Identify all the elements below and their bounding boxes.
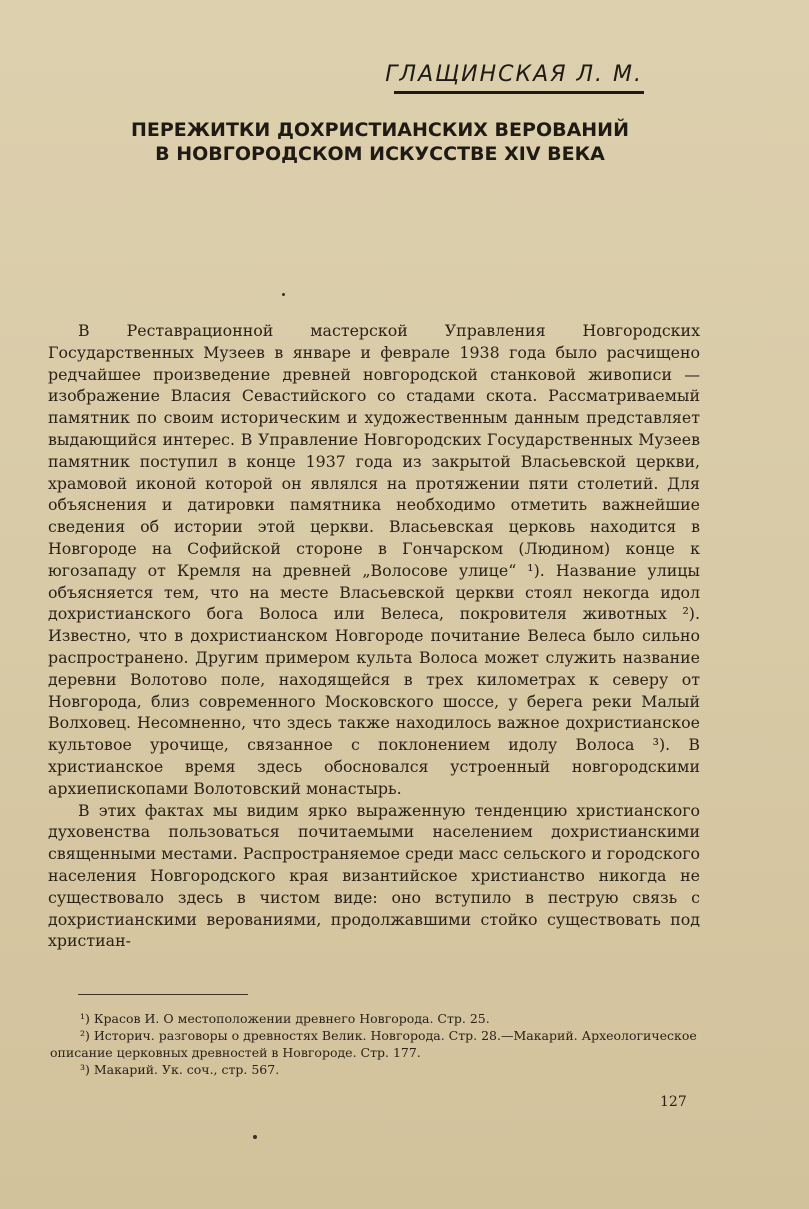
article-body [48, 320, 700, 952]
print-speck [253, 1135, 257, 1139]
body-paragraph-2: В этих фактах мы видим ярко выраженную тенденцию христианского духовенства пользоваться почитаемыми населением дохристианскими священными местами. Распространяемое среди масс сельского и городского населения Новгородского края византийское христианство никогда не существовало здесь в чистом виде: оно вступило в пеструю связь с дохристианскими верованиями, продолжавшими стойко существовать под христиан- [48, 800, 700, 951]
article-title [100, 118, 660, 166]
footnote-divider [78, 994, 248, 995]
footnote-2: ²) Историч. разговоры о древностях Велик. Новгорода. Стр. 28.—Макарий. Археологическое описание церковных древностей в Новгороде. Стр. 177. [50, 1028, 697, 1060]
author-heading: ГЛАЩИНСКАЯ Л. М. [385, 62, 643, 87]
body-paragraph-1: В Реставрационной мастерской Управления Новгородских Государственных Музеев в январе и феврале 1938 года было расчищено редчайшее произведение древней новгородской станковой живописи — изображение Власия Севастийского со стадами скота. Рассматриваемый памятник по своим историческим и художественным данным представляет выдающийся интерес. В Управление Новгородских Государственных Музеев памятник поступил в конце 1937 года из закрытой Власьевской церкви, храмовой иконой которой он являлся на протяжении пяти столетий. Для объяснения и датировки памятника необходимо отметить важнейшие сведения об истории этой церкви. Власьевская церковь находится в Новгороде на Софийской стороне в Гончарском (Людином) конце к югозападу от Кремля на древней „Волосове улице“ ¹). Название улицы объясняется тем, что на месте Власьевской церкви стоял некогда идол дохристианского бога Волоса или Велеса, покровителя животных ²). Известно, что в дохристианском Новгороде почитание Велеса было сильно распространено. Другим примером культа Волоса может служить название деревни Волотово поле, находящейся в трех километрах к северу от Новгорода, близ современного Московского шоссе, у берега реки Малый Волховец. Несомненно, что здесь также находилось важное дохристианское культовое урочище, связанное с поклонением идолу Волоса ³). В христианское время здесь обосновался устроенный новгородскими архиепископами Волотовский монастырь. [48, 321, 700, 798]
print-speck [282, 293, 285, 296]
footnote-1: ¹) Красов И. О местоположении древнего Новгорода. Стр. 25. [80, 1011, 490, 1026]
footnotes [50, 1010, 710, 1078]
author-underline [394, 91, 644, 94]
title-line-1: ПЕРЕЖИТКИ ДОХРИСТИАНСКИХ ВЕРОВАНИЙ [131, 119, 629, 141]
footnote-3: ³) Макарий. Ук. соч., стр. 567. [80, 1062, 280, 1077]
title-line-2: В НОВГОРОДСКОМ ИСКУССТВЕ XIV ВЕКА [155, 143, 605, 165]
page-number: 127 [660, 1094, 687, 1110]
